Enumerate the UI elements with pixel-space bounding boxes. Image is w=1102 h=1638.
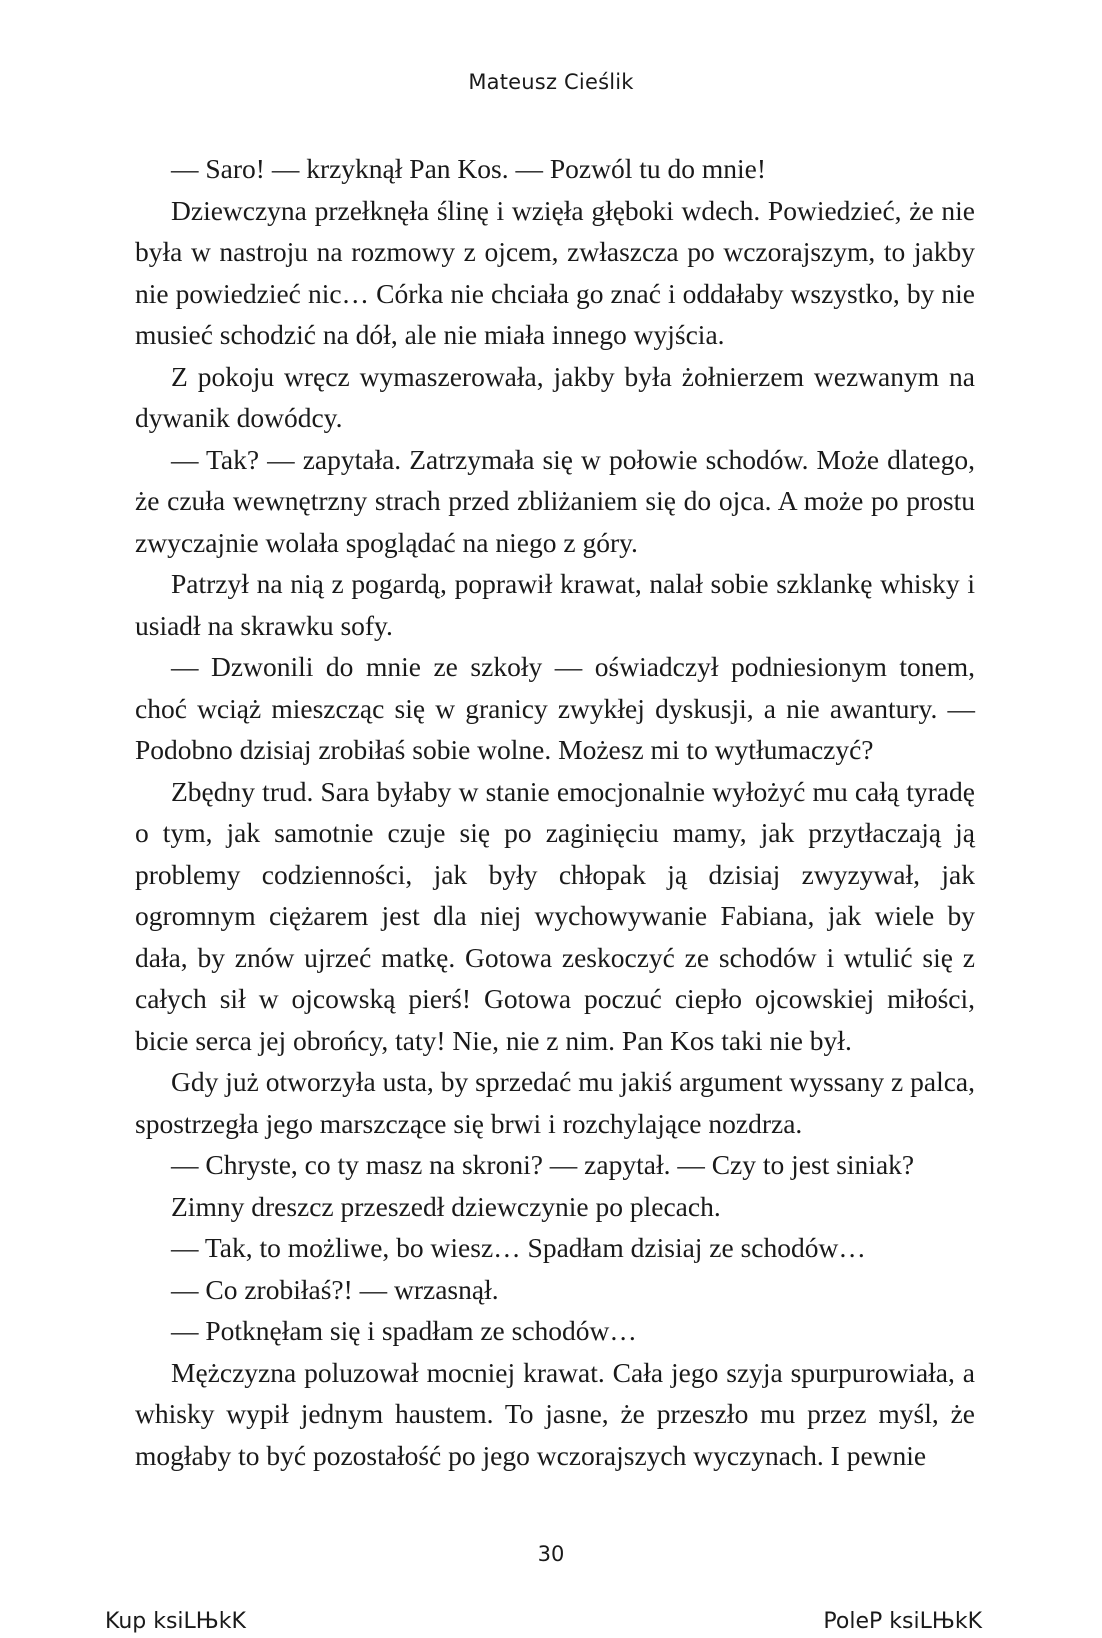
paragraph: Mężczyzna poluzował mocniej krawat. Cała jego szyja spurpurowiała, a whisky wypił jednym haustem. To jasne, że przeszło mu przez myśl, że mogłaby to być pozostałość po jego wczorajszych wyczynach. I pewnie [135, 1356, 975, 1471]
paragraph: Dziewczyna przełknęła ślinę i wzięła głęboki wdech. Powiedzieć, że nie była w nastroju na rozmowy z ojcem, zwłaszcza po wczorajszym, to jakby nie powiedzieć nic… Córka nie chciała go znać i oddałaby wszystko, by nie musieć schodzić na dół, ale nie miała innego wyjścia. [135, 194, 975, 350]
paragraph: — Chryste, co ty masz na skroni? — zapytał. — Czy to jest siniak? [171, 1149, 915, 1180]
page-number: 30 [537, 1542, 565, 1566]
paragraph: Gdy już otworzyła usta, by sprzedać mu jakiś argument wyssany z palca, spostrzegła jego marszczące się brwi i rozchylające nozdrza. [135, 1066, 975, 1139]
paragraph: — Tak? — zapytała. Zatrzymała się w połowie schodów. Może dlatego, że czuła wewnętrzny strach przed zbliżaniem się do ojca. A może po prostu zwyczajnie wolała spoglądać na niego z góry. [135, 443, 975, 558]
paragraph: — Dzwonili do mnie ze szkoły — oświadczył podniesionym tonem, choć wciąż mieszcząc się w granicy zwykłej dyskusji, a nie awantury. — Podobno dzisiaj zrobiłaś sobie wolne. Możesz mi to wytłumaczyć? [135, 651, 975, 765]
paragraph: Z pokoju wręcz wymaszerowała, jakby była żołnierzem wezwanym na dywanik dowódcy. [135, 360, 975, 433]
paragraph: Zbędny trud. Sara byłaby w stanie emocjonalnie wyłożyć mu całą tyradę o tym, jak samotnie czuje się po zaginięciu mamy, jak przytłaczają ją problemy codzienności, jak były chłopak ją dzisiaj zwyzywał, jak ogromnym ciężarem jest dla niej wychowywanie Fabiana, jak wiele by dała, by znów ujrzeć matkę. Gotowa zeskoczyć ze schodów i wtulić się z całych sił w ojcowską pierś! Gotowa poczuć ciepło ojcowskiej miłości, bicie serca jej obrońcy, taty! Nie, nie z nim. Pan Kos taki nie był. [135, 775, 975, 1056]
paragraph: Zimny dreszcz przeszedł dziewczynie po plecach. [171, 1190, 721, 1222]
paragraph: — Co zrobiłaś?! — wrzasnął. [171, 1273, 499, 1305]
page-body [135, 148, 975, 1476]
paragraph: — Saro! — krzyknął Pan Kos. — Pozwól tu do mnie! [171, 153, 766, 184]
paragraph: — Potknęłam się i spadłam ze schodów… [171, 1315, 637, 1346]
paragraph: — Tak, to możliwe, bo wiesz… Spadłam dzisiaj ze schodów… [171, 1232, 866, 1263]
recommend-book-link[interactable]: PoleP ksiLЊkK [823, 1609, 982, 1634]
buy-book-link[interactable]: Kup ksiLЊkK [105, 1609, 246, 1634]
paragraph: Patrzył na nią z pogardą, poprawił krawat, nalał sobie szklankę whisky i usiadł na skrawku sofy. [135, 568, 975, 641]
running-header: Mateusz Cieślik [468, 70, 634, 94]
